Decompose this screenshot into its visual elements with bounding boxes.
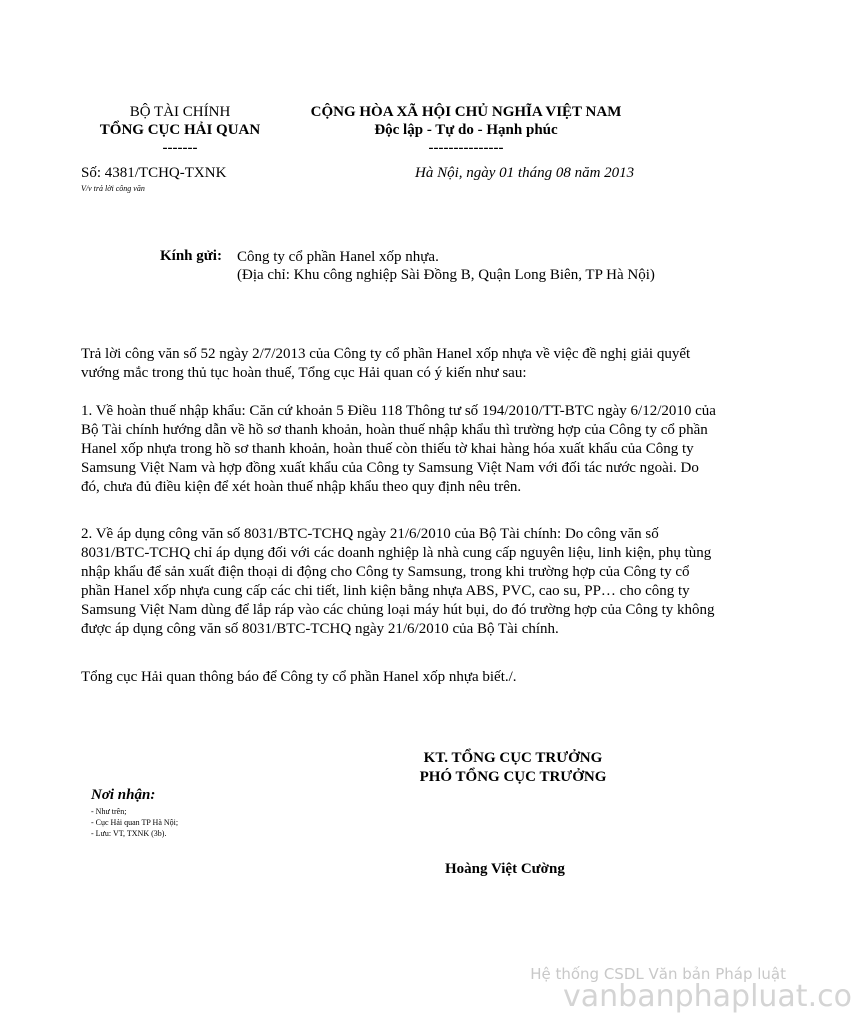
watermark-caption: Hệ thống CSDL Văn bản Pháp luật xyxy=(530,965,786,983)
body-paragraph-closing: Tổng cục Hải quan thông báo để Công ty cổ phần Hanel xốp nhựa biết./. xyxy=(81,669,517,685)
document-date: Hà Nội, ngày 01 tháng 08 năm 2013 xyxy=(415,165,635,181)
right-separator: --------------- xyxy=(428,140,504,156)
recipient-name: Công ty cổ phần Hanel xốp nhựa. xyxy=(237,249,439,265)
body-paragraph-intro: Trả lời công văn số 52 ngày 2/7/2013 của Công ty cổ phần Hanel xốp nhựa về việc đề nghị giải quyết vướng mắc trong thủ tục hoàn thuế, Tổng cục Hải quan có ý kiến như sau: xyxy=(81,346,691,381)
department-name: TỔNG CỤC HẢI QUAN xyxy=(99,122,261,138)
issuing-agency-block xyxy=(80,103,280,157)
national-header-block xyxy=(280,103,652,157)
signature-title-2: PHÓ TỔNG CỤC TRƯỞNG xyxy=(419,769,607,785)
body-paragraph-application: 2. Về áp dụng công văn số 8031/BTC-TCHQ ngày 21/6/2010 của Bộ Tài chính: Do công văn số 8031/BTC-TCHQ chỉ áp dụng đối với các doanh nghiệp là nhà cung cấp nguyên liệu, linh kiện, phụ tùng nhập khẩu để sản xuất điện thoại di động cho Công ty Samsung, trong khi trường hợp của Công ty cổ phần Hanel xốp nhựa cung cấp các chi tiết, linh kiện bằng nhựa ABS, PVC, cao su, PP… cho công ty Samsung Việt Nam dùng để lắp ráp vào các chủng loại máy hút bụi, do đó trường hợp của Công ty không được áp dụng công văn số 8031/BTC-TCHQ ngày 21/6/2010 của Bộ Tài chính. xyxy=(81,526,715,637)
recipient-address: (Địa chỉ: Khu công nghiệp Sài Đồng B, Quận Long Biên, TP Hà Nội) xyxy=(237,267,655,283)
recipient-item: - Lưu: VT, TXNK (3b). xyxy=(91,829,167,838)
watermark-site: vanbanphapluat.co xyxy=(563,979,852,1014)
signature-title-1: KT. TỔNG CỤC TRƯỞNG xyxy=(423,750,603,766)
national-motto: Độc lập - Tự do - Hạnh phúc xyxy=(374,122,558,138)
recipient-item: - Như trên; xyxy=(91,807,127,816)
document-subject: V/v trả lời công văn xyxy=(81,184,145,193)
recipients-title: Nơi nhận: xyxy=(91,787,156,803)
document-number: Số: 4381/TCHQ-TXNK xyxy=(81,165,227,181)
recipient-block xyxy=(237,248,667,284)
recipient-item: - Cục Hải quan TP Hà Nội; xyxy=(91,818,179,827)
signer-name: Hoàng Việt Cường xyxy=(445,861,565,877)
recipient-label: Kính gửi: xyxy=(160,248,222,264)
body-paragraph-refund: 1. Về hoàn thuế nhập khẩu: Căn cứ khoản 5 Điều 118 Thông tư số 194/2010/TT-BTC ngày 6/12/2010 của Bộ Tài chính hướng dẫn về hồ sơ thanh khoản, hoàn thuế nhập khẩu thì trường hợp của Công ty cổ phần Hanel xốp nhựa trong hồ sơ thanh khoản, hoàn thuế còn thiếu tờ khai hàng hóa xuất khẩu của Công ty Samsung Việt Nam và hợp đồng xuất khẩu của Công ty Samsung Việt Nam với đối tác nước ngoài. Do đó, chưa đủ điều kiện để xét hoàn thuế nhập khẩu theo quy định nêu trên. xyxy=(81,403,716,495)
country-name: CỘNG HÒA XÃ HỘI CHỦ NGHĨA VIỆT NAM xyxy=(310,104,622,120)
ministry-name: BỘ TÀI CHÍNH xyxy=(129,104,231,120)
recipients-list xyxy=(91,806,178,839)
left-separator: ------- xyxy=(162,140,198,156)
